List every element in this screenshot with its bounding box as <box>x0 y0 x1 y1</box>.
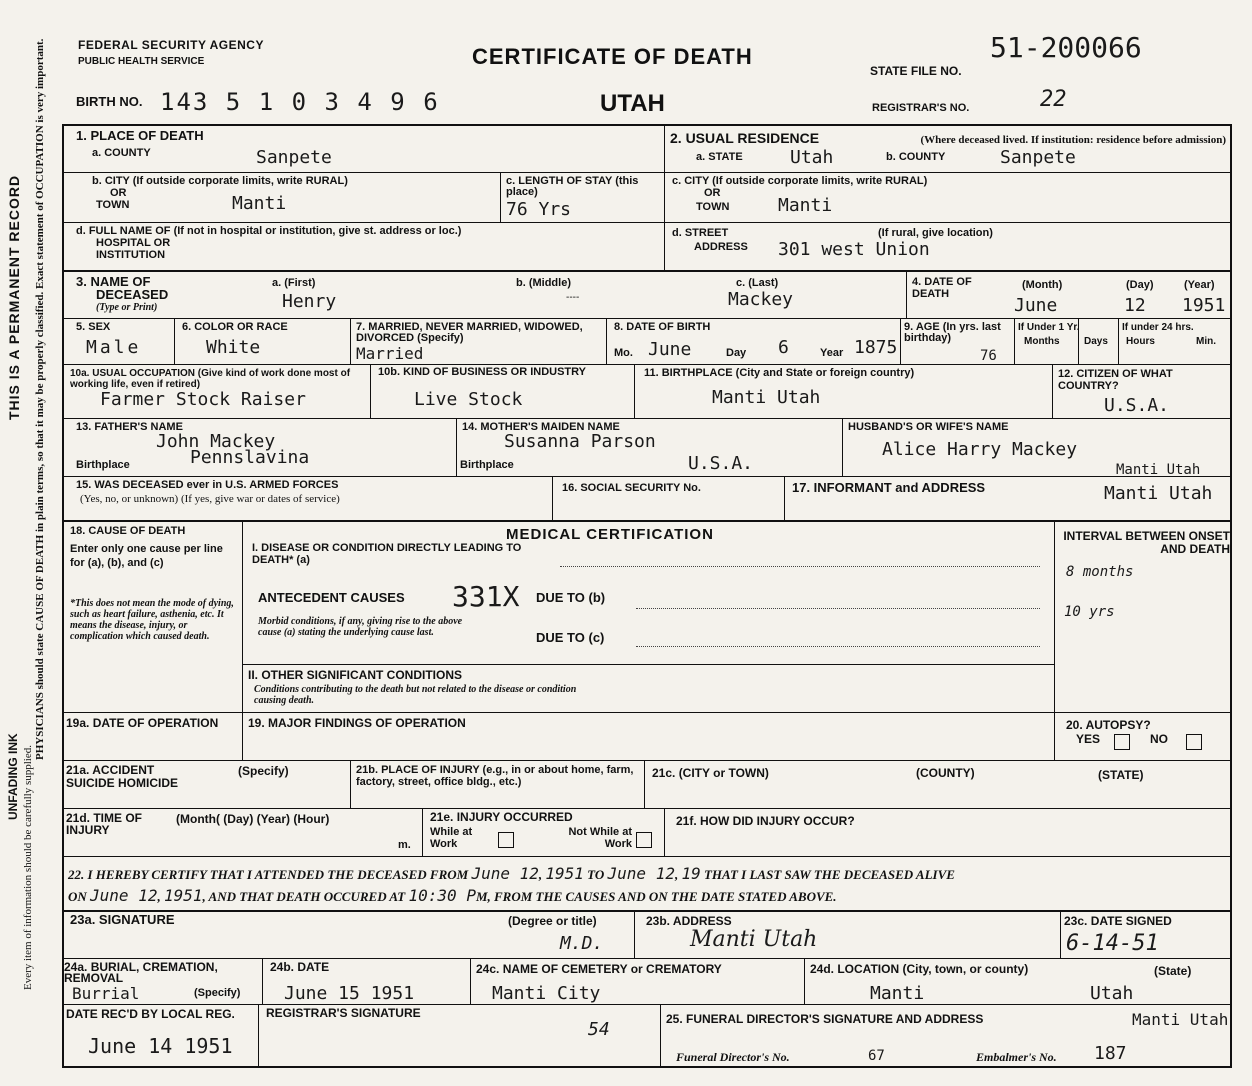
registrar-signature-label: REGISTRAR'S SIGNATURE <box>266 1006 421 1020</box>
race-label: 6. COLOR OR RACE <box>182 321 288 333</box>
burial-location-label: 24d. LOCATION (City, town, or county) <box>810 962 1029 976</box>
morbid-note: Morbid conditions, if any, giving rise to the above cause (a) stating the underlying cause last. <box>258 616 463 638</box>
armed-forces-label: 15. WAS DECEASED ever in U.S. ARMED FORCES <box>76 479 339 491</box>
social-security-label: 16. SOCIAL SECURITY No. <box>562 482 701 494</box>
under-24-hrs-label: If under 24 hrs. <box>1122 322 1194 333</box>
degree-label: (Degree or title) <box>508 914 597 928</box>
sex: Male <box>86 337 142 358</box>
under-1-yr-label: If Under 1 Yr. <box>1018 322 1080 333</box>
funeral-address: Manti Utah <box>1132 1010 1229 1029</box>
age: 76 <box>980 348 997 364</box>
street-label: d. STREET <box>672 227 729 239</box>
dob-month-label: Mo. <box>614 347 633 359</box>
citizen: U.S.A. <box>1104 395 1170 416</box>
residence-city: Manti <box>778 195 833 216</box>
autopsy-label: 20. AUTOPSY? <box>1066 718 1151 732</box>
father-birthplace: Pennslavina <box>190 447 310 468</box>
mother-name-label: 14. MOTHER'S MAIDEN NAME <box>462 421 620 433</box>
burial-type: Burrial <box>72 984 140 1003</box>
not-while-at-work-label: Not While at Work <box>568 826 632 850</box>
service-name: PUBLIC HEALTH SERVICE <box>78 56 205 67</box>
due-to-c-label: DUE TO (c) <box>536 630 605 645</box>
dob-day-label: Day <box>726 347 747 359</box>
residence-city-or: OR <box>704 187 721 199</box>
embalmer-no: 187 <box>1094 1043 1127 1064</box>
while-at-work-checkbox[interactable] <box>498 832 514 848</box>
antecedent-causes-label: ANTECEDENT CAUSES <box>258 590 405 605</box>
interval-label: INTERVAL BETWEEN ONSET AND DEATH <box>1063 529 1230 556</box>
autopsy-yes-label: YES <box>1076 732 1101 746</box>
residence-county-label: b. COUNTY <box>886 151 946 163</box>
date-signed-label: 23c. DATE SIGNED <box>1064 914 1172 928</box>
informant-address: Manti Utah <box>1104 483 1213 504</box>
street-address: 301 west Union <box>778 239 930 260</box>
burial-date: June 15 1951 <box>284 983 415 1004</box>
birth-number: 143 5 1 0 3 4 9 6 <box>160 88 440 116</box>
physician-address: Manti Utah <box>690 927 818 952</box>
cause-of-death-label: 18. CAUSE OF DEATH <box>70 525 186 537</box>
death-year-label: (Year) <box>1184 279 1215 291</box>
dob-year: 1875 <box>854 337 898 358</box>
usual-residence-label: 2. USUAL RESIDENCE <box>670 130 820 146</box>
citizen-label: 12. CITIZEN OF WHAT COUNTRY? <box>1058 368 1173 392</box>
deceased-name-note: (Type or Print) <box>96 302 158 313</box>
date-of-death-label: 4. DATE OF DEATH <box>912 276 972 300</box>
address-label: 23b. ADDRESS <box>646 914 732 928</box>
burial-state: Utah <box>1090 983 1134 1004</box>
burial-location: Manti <box>870 983 925 1004</box>
last-name: Mackey <box>728 289 794 310</box>
street-address-label: ADDRESS <box>694 241 748 253</box>
injury-occurred-label: 21e. INJURY OCCURRED <box>430 810 573 824</box>
permanent-record-note: THIS IS A PERMANENT RECORD <box>6 174 22 420</box>
father-name: John Mackey <box>156 431 276 452</box>
injury-place-label: 21b. PLACE OF INJURY (e.g., in or about home, farm, factory, street, office bldg., etc.) <box>356 764 634 788</box>
medical-certification-title: MEDICAL CERTIFICATION <box>506 526 714 543</box>
document-title: CERTIFICATE OF DEATH <box>472 44 753 69</box>
while-at-work-label: While at Work <box>430 826 473 850</box>
injury-time-m: m. <box>398 839 411 851</box>
days-label: Days <box>1084 336 1108 347</box>
hours-label: Hours <box>1126 336 1155 347</box>
agency-name: FEDERAL SECURITY AGENCY <box>78 38 264 52</box>
burial-state-label: (State) <box>1154 964 1192 978</box>
injury-time-columns: (Month( (Day) (Year) (Hour) <box>176 812 330 826</box>
death-month-label: (Month) <box>1022 279 1063 291</box>
hospital-institution: INSTITUTION <box>96 249 166 261</box>
degree: M.D. <box>560 933 604 954</box>
attended-to-year: 19 <box>681 864 701 883</box>
burial-date-label: 24b. DATE <box>270 960 330 974</box>
attended-from: June 12 <box>471 864 539 883</box>
death-city-town: TOWN <box>96 199 130 211</box>
informant-label: 17. INFORMANT and ADDRESS <box>792 480 986 495</box>
death-county-label: a. COUNTY <box>92 147 151 159</box>
burial-type-label: 24a. BURIAL, CREMATION, REMOVAL <box>64 960 218 985</box>
residence-city-town: TOWN <box>696 201 730 213</box>
birthplace: Manti Utah <box>712 387 821 408</box>
death-county: Sanpete <box>256 147 332 168</box>
registrar-mark: 54 <box>588 1019 610 1040</box>
dob-day: 6 <box>778 337 789 358</box>
deceased-name-label: 3. NAME OF <box>76 274 151 289</box>
death-city: Manti <box>232 193 287 214</box>
death-year: 1951 <box>1182 295 1226 316</box>
spouse-name: Alice Harry Mackey <box>882 439 1078 460</box>
state-name: UTAH <box>600 90 665 117</box>
last-name-label: c. (Last) <box>736 277 779 289</box>
interval-b: 10 yrs <box>1064 604 1115 620</box>
residence-note: (Where deceased lived. If institution: residence before admission) <box>920 134 1226 146</box>
due-to-b-label: DUE TO (b) <box>536 590 606 605</box>
injury-type-label: 21a. ACCIDENT SUICIDE HOMICIDE <box>66 763 179 790</box>
business: Live Stock <box>414 389 523 410</box>
every-item-note: Every item of information should be carefully supplied. <box>22 745 34 990</box>
disease-label: I. DISEASE OR CONDITION DIRECTLY LEADING TO DEATH* (a) <box>252 542 522 566</box>
mother-birthplace-label: Birthplace <box>460 459 514 471</box>
unfading-ink-note: UNFADING INK <box>6 733 20 820</box>
mother-name: Susanna Parson <box>504 431 656 452</box>
attended-from-year: 1951 <box>545 864 584 883</box>
death-city-label: b. CITY (If outside corporate limits, write RURAL) <box>92 175 348 187</box>
interval-a: 8 months <box>1066 564 1134 580</box>
residence-state-label: a. STATE <box>696 151 743 163</box>
how-injury-label: 21f. HOW DID INJURY OCCUR? <box>676 814 855 828</box>
spouse-name-label: HUSBAND'S OR WIFE'S NAME <box>848 421 1009 433</box>
street-note: (If rural, give location) <box>878 227 993 239</box>
injury-county-label: (COUNTY) <box>916 766 975 780</box>
mother-birthplace: U.S.A. <box>688 453 754 474</box>
deceased-name-label-2: DECEASED <box>96 287 169 302</box>
age-label: 9. AGE (In yrs. last birthday) <box>904 321 1001 344</box>
father-birthplace-label: Birthplace <box>76 459 130 471</box>
dob-month: June <box>648 339 692 360</box>
last-seen-alive: June 12 <box>90 886 158 905</box>
certify-line-2: ON June 12, 1951, AND THAT DEATH OCCURED AT 10:30 PM, FROM THE CAUSES AND ON THE DATE STATED ABOVE. <box>68 886 837 905</box>
race: White <box>206 337 261 358</box>
cause-disclaimer: *This does not mean the mode of dying, such as heart failure, asthenia, etc. It means the disease, injury, or complication which caused death. <box>70 598 234 642</box>
certify-line-1: 22. I HEREBY CERTIFY THAT I ATTENDED THE DECEASED FROM June 12, 1951 TO June 12, 19 THAT I LAST SAW THE DECEASED ALIVE <box>68 864 955 883</box>
father-name-label: 13. FATHER'S NAME <box>76 421 183 433</box>
months-label: Months <box>1024 336 1060 347</box>
date-received: June 14 1951 <box>88 1034 233 1058</box>
operation-date-label: 19a. DATE OF OPERATION <box>66 716 219 730</box>
first-name: Henry <box>282 291 337 312</box>
occupation-label: 10a. USUAL OCCUPATION (Give kind of work done most of working life, even if retired) <box>70 368 351 390</box>
not-while-at-work-checkbox[interactable] <box>636 832 652 848</box>
middle-name-label: b. (Middle) <box>516 277 571 289</box>
middle-name: ---- <box>566 292 580 303</box>
autopsy-yes-checkbox[interactable] <box>1114 734 1130 750</box>
burial-type-specify: (Specify) <box>194 987 241 999</box>
physician-note: PHYSICIANS should state CAUSE OF DEATH in plain terms, so that it may be properly classified. Exact statement of OCCUPATION is very important. <box>34 38 46 760</box>
minutes-label: Min. <box>1196 336 1216 347</box>
time-of-death: 10:30 P <box>408 886 476 905</box>
date-signed: 6-14-51 <box>1066 931 1159 956</box>
injury-time-label: 21d. TIME OF INJURY <box>66 811 143 837</box>
cause-note: Enter only one cause per line for (a), (b), and (c) <box>70 543 223 569</box>
residence-county: Sanpete <box>1000 147 1076 168</box>
hospital-or: HOSPITAL OR <box>96 237 171 249</box>
autopsy-no-checkbox[interactable] <box>1186 734 1202 750</box>
residence-city-label: c. CITY (If outside corporate limits, write RURAL) <box>672 175 928 187</box>
marital-status: Married <box>356 344 424 363</box>
residence-state: Utah <box>790 147 834 168</box>
registrar-no-label: REGISTRAR'S NO. <box>872 102 970 114</box>
cemetery: Manti City <box>492 983 601 1004</box>
spouse-place: Manti Utah <box>1116 462 1201 478</box>
birth-no-label: BIRTH NO. <box>76 94 143 109</box>
state-file-label: STATE FILE NO. <box>870 64 962 78</box>
place-of-death-label: 1. PLACE OF DEATH <box>76 128 204 143</box>
dob-year-label: Year <box>820 347 844 359</box>
birthplace-label: 11. BIRTHPLACE (City and State or foreign country) <box>644 367 915 379</box>
funeral-director-no-label: Funeral Director's No. <box>676 1050 790 1064</box>
registrar-number: 22 <box>1040 87 1067 112</box>
death-day-label: (Day) <box>1126 279 1154 291</box>
length-of-stay-label: c. LENGTH OF STAY (this place) <box>506 175 639 198</box>
marital-label: 7. MARRIED, NEVER MARRIED, WIDOWED, DIVORCED (Specify) <box>356 321 583 344</box>
date-received-label: DATE REC'D BY LOCAL REG. <box>66 1007 235 1021</box>
other-conditions-note: Conditions contributing to the death but not related to the disease or condition causing death. <box>254 684 577 706</box>
sex-label: 5. SEX <box>76 321 111 333</box>
attended-to: June 12 <box>607 864 675 883</box>
funeral-director-label: 25. FUNERAL DIRECTOR'S SIGNATURE AND ADDRESS <box>666 1012 984 1026</box>
business-label: 10b. KIND OF BUSINESS OR INDUSTRY <box>378 366 587 378</box>
signature-label: 23a. SIGNATURE <box>70 912 175 927</box>
dob-label: 8. DATE OF BIRTH <box>614 321 711 333</box>
first-name-label: a. (First) <box>272 277 316 289</box>
occupation: Farmer Stock Raiser <box>100 389 306 410</box>
funeral-director-no: 67 <box>868 1048 885 1064</box>
embalmer-no-label: Embalmer's No. <box>976 1050 1057 1064</box>
injury-city-label: 21c. (CITY or TOWN) <box>652 766 769 780</box>
state-file-number: 51-200066 <box>990 31 1142 64</box>
last-seen-year: 1951 <box>163 886 203 905</box>
injury-type-specify: (Specify) <box>238 764 289 778</box>
antecedent-code: 331X <box>452 580 520 613</box>
armed-forces-note: (Yes, no, or unknown) (If yes, give war or dates of service) <box>80 493 340 505</box>
death-city-or: OR <box>110 187 127 199</box>
length-of-stay: 76 Yrs <box>506 199 572 220</box>
hospital-label: d. FULL NAME OF (If not in hospital or institution, give st. address or loc.) <box>76 225 462 237</box>
cemetery-label: 24c. NAME OF CEMETERY or CREMATORY <box>476 962 722 976</box>
death-month: June <box>1014 295 1058 316</box>
other-conditions-label: II. OTHER SIGNIFICANT CONDITIONS <box>248 668 463 682</box>
injury-state-label: (STATE) <box>1098 768 1144 782</box>
operation-findings-label: 19. MAJOR FINDINGS OF OPERATION <box>248 716 466 730</box>
autopsy-no-label: NO <box>1150 732 1168 746</box>
death-day: 12 <box>1124 295 1146 316</box>
